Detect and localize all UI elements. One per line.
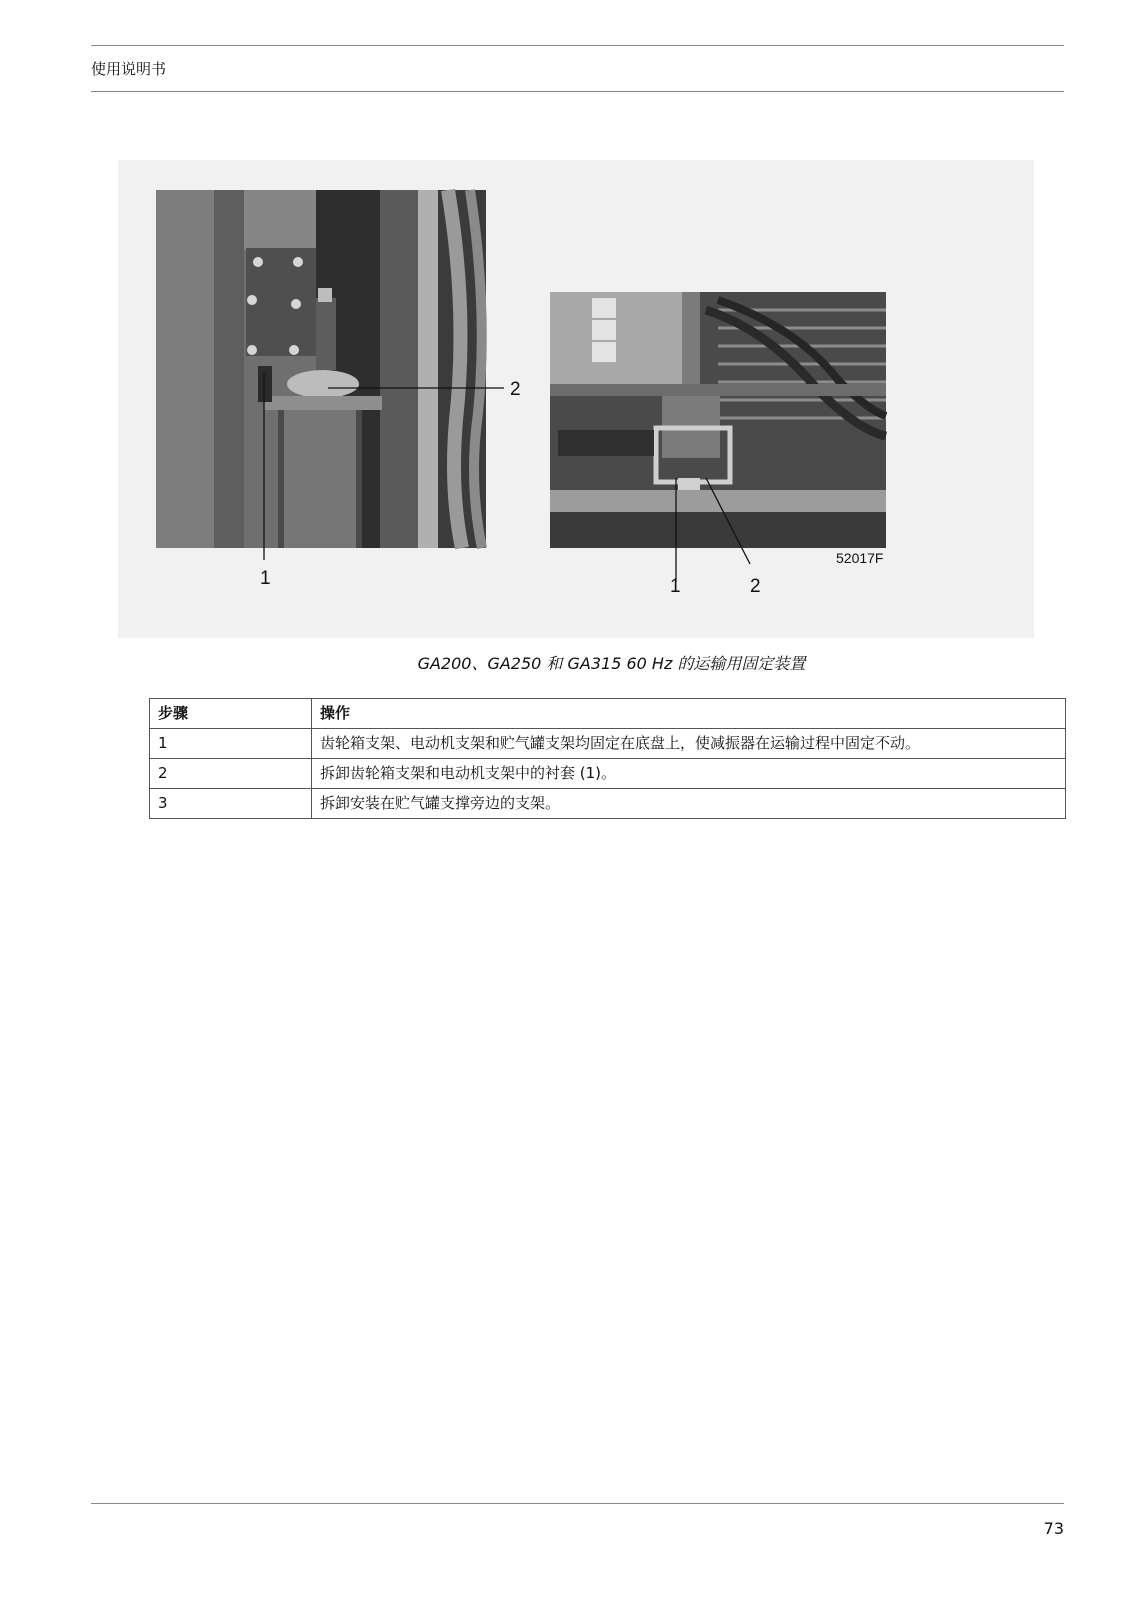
table-row: [150, 729, 1066, 759]
step-number: 2: [150, 759, 312, 789]
right-callout-2: 2: [750, 576, 761, 597]
step-action: 拆卸安装在贮气罐支撑旁边的支架。: [312, 789, 1066, 819]
table-header-row: [150, 699, 1066, 729]
right-callout-1: 1: [670, 576, 681, 597]
steps-table: [149, 698, 1066, 819]
header-action: 操作: [312, 699, 1066, 729]
left-photo: [156, 190, 486, 548]
table-row: [150, 759, 1066, 789]
page-number: 73: [1043, 1519, 1064, 1538]
figure-drawing: [118, 160, 1034, 638]
step-action: 拆卸齿轮箱支架和电动机支架中的衬套 (1)。: [312, 759, 1066, 789]
step-number: 3: [150, 789, 312, 819]
figure-caption: GA200、GA250 和 GA315 60 Hz 的运输用固定装置: [417, 654, 806, 673]
figure: [118, 160, 1034, 638]
header-title: 使用说明书: [91, 60, 167, 78]
left-callout-1: 1: [260, 568, 271, 589]
step-action: 齿轮箱支架、电动机支架和贮气罐支架均固定在底盘上，使减振器在运输过程中固定不动。: [312, 729, 1066, 759]
header-step: 步骤: [150, 699, 312, 729]
left-callout-2: 2: [510, 379, 521, 400]
figure-code: 52017F: [836, 550, 884, 566]
step-number: 1: [150, 729, 312, 759]
footer-rule: [91, 1503, 1064, 1504]
right-photo: [550, 292, 886, 548]
table-row: [150, 789, 1066, 819]
header-rule-top: [91, 45, 1064, 46]
header-rule-bottom: [91, 91, 1064, 92]
